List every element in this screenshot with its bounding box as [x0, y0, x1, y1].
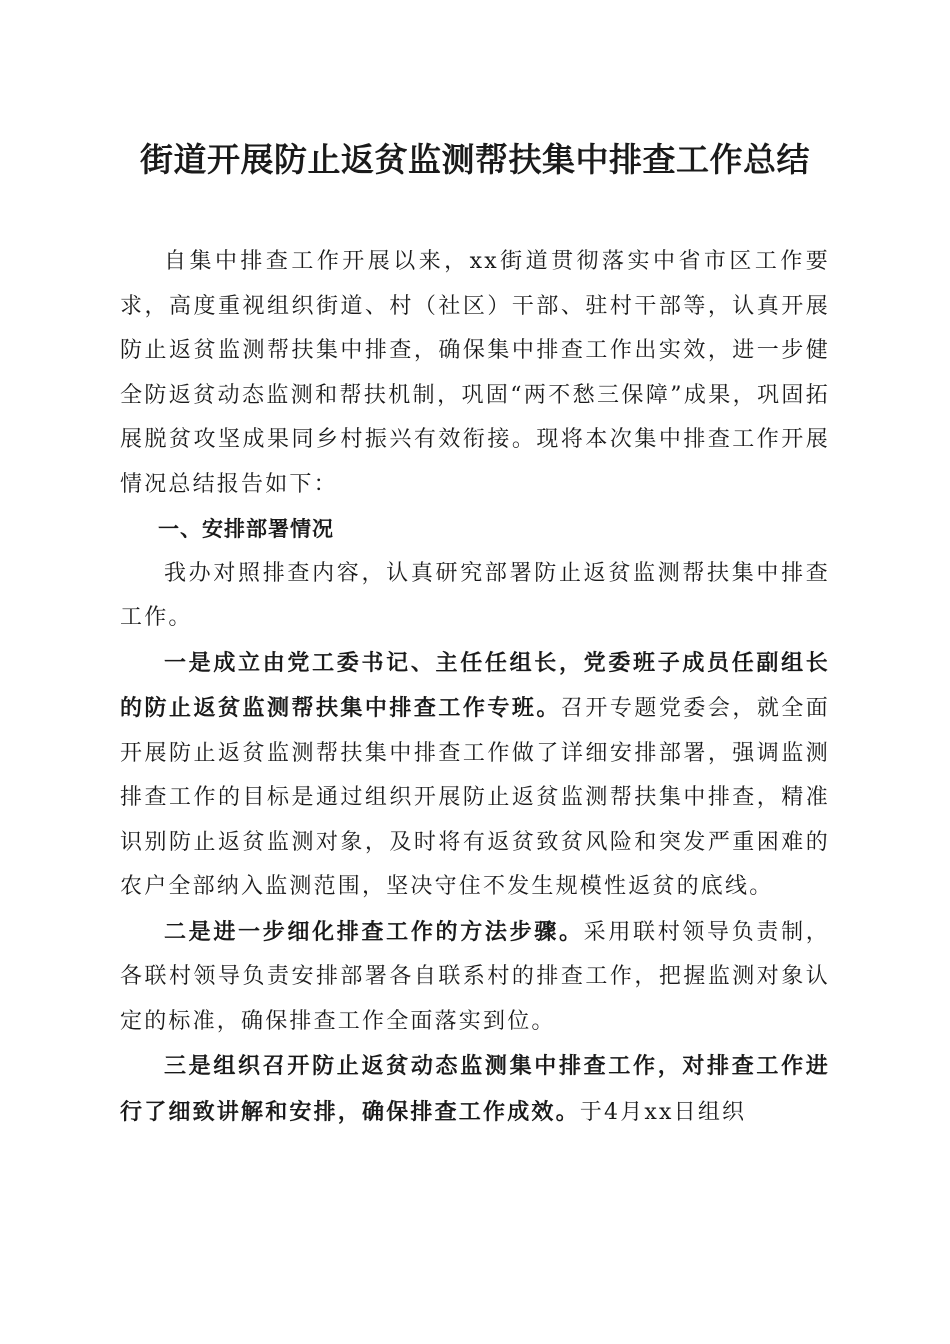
item-body-2: 采用联村领导负责制，各联村领导负责安排部署各自联系村的排查工作，把握监测对象认定的标准，确保排查工作全面落实到位。: [120, 919, 830, 1034]
document-title: 街道开展防止返贫监测帮扶集中排查工作总结: [140, 140, 810, 179]
intro-paragraph: 自集中排查工作开展以来，xx街道贯彻落实中省市区工作要求，高度重视组织街道、村（社区）干部、驻村干部等，认真开展防止返贫监测帮扶集中排查，确保集中排查工作出实效，进一步健全防返贫动态监测和帮扶机制，巩固“两不愁三保障”成果，巩固拓展脱贫攻坚成果同乡村振兴有效衔接。现将本次集中排查工作开展情况总结报告如下：: [120, 249, 830, 497]
item-lead-3: 三是组织召开防止返贫动态监测集中排查工作，对排查工作进行了细致讲解和安排，确保排查工作成效。: [120, 1053, 830, 1125]
item-paragraph-1: [120, 641, 830, 910]
item-lead-2: 二是进一步细化排查工作的方法步骤。: [164, 918, 584, 945]
section-paragraph: 我办对照排查内容，认真研究部署防止返贫监测帮扶集中排查工作。: [120, 560, 830, 630]
item-lead-1: 一是成立由党工委书记、主任任组长，党委班子成员任副组长的防止返贫监测帮扶集中排查工作专班。: [120, 649, 830, 721]
item-body-3: 于4月xx日组织: [579, 1099, 747, 1125]
item-paragraph-2: [120, 910, 830, 1045]
section-heading: 一、安排部署情况: [158, 517, 334, 541]
document-page: [120, 130, 830, 1135]
item-paragraph-3: [120, 1044, 830, 1135]
item-body-1: 召开专题党委会，就全面开展防止返贫监测帮扶集中排查工作做了详细安排部署，强调监测排查工作的目标是通过组织开展防止返贫监测帮扶集中排查，精准识别防止返贫监测对象，及时将有返贫致贫风险和突发严重困难的农户全部纳入监测范围，坚决守住不发生规模性返贫的底线。: [120, 696, 831, 899]
